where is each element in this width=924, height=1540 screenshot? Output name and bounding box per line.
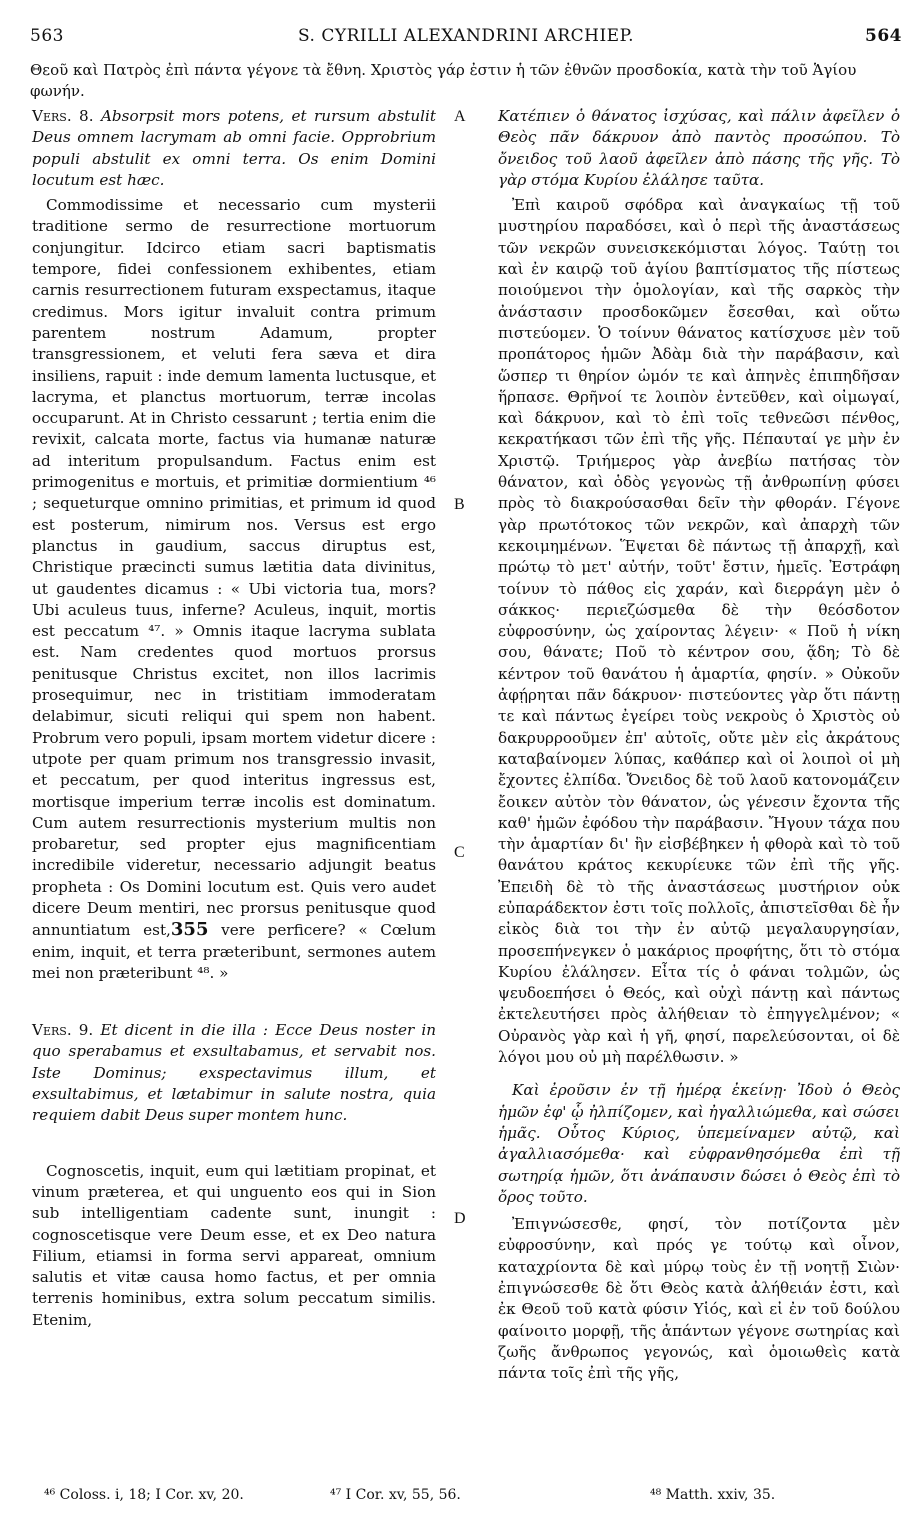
section-marker-b: B xyxy=(454,496,465,513)
section-marker-a: A xyxy=(454,108,466,125)
greek-commentary-2: Ἐπιγνώσεσθε, φησί, τὸν ποτίζοντα μὲν εὐφροσύνην, καὶ πρός γε τούτῳ καὶ οἶνον, καταχρίοντα δὲ καὶ μύρῳ τοὺς ἐν τῇ νοητῇ Σιὼν· ἐπιγνώσεσθε δὲ ὅτι Θεὸς κατὰ ἀλήθειάν ἐστι, καὶ ἐκ Θεοῦ τοῦ κατὰ φύσιν Υἱός, καὶ εἰ ἐν τοῦ δούλου φαίνοιτο μορφῇ, τῆς ἁπάντων γέγονε σωτηρίας καὶ ζωῆς ἄνθρωπος γεγονώς, καὶ ὁμοιωθεὶς κατὰ πάντα τοῖς ἐπὶ τῆς γῆς, xyxy=(498,1215,900,1383)
verse-9-greek: Καὶ ἐροῦσιν ἐν τῇ ἡμέρᾳ ἐκείνῃ· Ἰδοὺ ὁ Θεὸς ἡμῶν ἐφ' ᾧ ἠλπίζομεν, καὶ ἠγαλλιώμεθα, καὶ σώσει ἡμᾶς. Οὗτος Κύριος, ὑπεμείναμεν αὐτῷ, καὶ ἀγαλλιασόμεθα· καὶ εὐφρανθησόμεθα ἐπὶ τῇ σωτηρίᾳ ἡμῶν, ὅτι ἀνάπαυσιν δώσει ὁ Θεὸς ἐπὶ τὸ ὄρος τοῦτο. xyxy=(498,1081,900,1206)
verse-9-label: Vers. 9. xyxy=(32,1021,94,1040)
verse-9-latin xyxy=(32,1020,436,1126)
running-title: S. CYRILLI ALEXANDRINI ARCHIEP. xyxy=(298,26,634,46)
latin-commentary-1-text: Commodissime et necessario cum mysterii traditione sermo de resurrectione mortuorum conjungitur. Idcirco etiam sacri baptismatis tempore, fidei confessionem exhibentes, etiam carnis resurrectionem futuram exspectamus, itaque credimus. Mors igitur invaluit contra primum parentem nostrum Adamum, propter transgressionem, et veluti fera sæva et dira insiliens, rapuit : inde demum lamenta luctusque, et lacryma, et planctus mortuorum, terræ incolas occuparunt. At in Christo cessarunt ; tertia enim die revixit, calcata morte, factus via humanæ naturæ ad interitum propulsandum. Factus enim est primogenitus e mortuis, et primitiæ dormientium ⁴⁶ ; sequeturque omnino primitias, et primum id quod est posterum, nimirum nos. Versus est ergo planctus in gaudium, saccus diruptus est, Christique præcincti sumus lætitia data divinitus, ut gaudentes dicamus : « Ubi victoria tua, mors? Ubi aculeus tuus, inferne? Aculeus, inquit, mortis est peccatum ⁴⁷. » Omnis itaque lacryma sublata est. Nam credentes quod mortuos prorsus penitusque Christus excitet, non illos lacrimis prosequimur, nec in tristitiam immoderatam delabimur, sicuti reliqui qui spem non habent. Probrum vero populi, ipsam mortem videtur dicere : utpote per quam primum nos transgressio invasit, et peccatum, per quod interitus ingressus est, mortisque imperium terræ incolis est dominatum. Cum autem resurrectionis mysterium multis non probaretur, sed propter ejus magnificentiam incredibile videretur, necessario adjungit beatus propheta : Os Domini locutum est. Quis vero audet dicere Deum mentiri, nec prorsus penitusque quod annuntiatum est, xyxy=(32,196,436,940)
section-marker-c: C xyxy=(454,844,465,861)
marginal-number-355: 355 xyxy=(170,919,209,941)
greek-commentary-1: Ἐπὶ καιροῦ σφόδρα καὶ ἀναγκαίως τῇ τοῦ μυστηρίου παραδόσει, καὶ ὁ περὶ τῆς ἀναστάσεως τῶν νεκρῶν συνεισκεκόμισται λόγος. Ταύτῃ τοι καὶ ἐν καιρῷ τοῦ ἁγίου βαπτίσματος τῆς πίστεως ποιούμενοι τὴν ὁμολογίαν, καὶ τῆς σαρκὸς τὴν ἀνάστασιν προσδοκῶμεν ἔσεσθαι, καὶ οὕτω πιστεύομεν. Ὁ τοίνυν θάνατος κατίσχυσε μὲν τοῦ προπάτορος ἡμῶν Ἀδὰμ διὰ τὴν παράβασιν, καὶ ὥσπερ τι θηρίον ὠμόν τε καὶ ἀπηνὲς ἐπιπηδῆσαν ἥρπασε. Θρῆνοί τε λοιπὸν ἐντεῦθεν, καὶ οἰμωγαί, καὶ δάκρυον, καὶ τὸ ἐπὶ τοῖς τεθνεῶσι πένθος, κεκρατήκασι τῶν ἐπὶ τῆς γῆς. Πέπαυταί γε μὴν ἐν Χριστῷ. Τριήμερος γὰρ ἀνεβίω πατήσας τὸν θάνατον, καὶ ὁδὸς γεγονὼς τῇ ἀνθρωπίνῃ φύσει πρὸς τὸ διακρούσασθαι δεῖν τὴν φθοράν. Γέγονε γὰρ πρωτότοκος τῶν νεκρῶν, καὶ ἀπαρχὴ τῶν κεκοιμημένων. Ἕψεται δὲ πάντως τῇ ἀπαρχῇ, καὶ πρώτῳ τὸ μετ' αὐτήν, τοῦτ' ἔστιν, ἡμεῖς. Ἐστράφη τοίνυν τὸ πάθος εἰς χαράν, καὶ διερράγη μὲν ὁ σάκκος· περιεζώσμεθα δὲ τὴν θεόσδοτον εὐφροσύνην, ὡς χαίροντας λέγειν· « Ποῦ ἡ νίκη σου, θάνατε; Ποῦ τὸ κέντρον σου, ᾅδη; Τὸ δὲ κέντρον τοῦ θανάτου ἡ ἁμαρτία, φησίν. » Οὐκοῦν ἀφῄρηται πᾶν δάκρυον· πιστεύοντες γὰρ ὅτι πάντῃ τε καὶ πάντως ἐγείρει τοὺς νεκροὺς ὁ Χριστὸς οὐ δακρυρροοῦμεν ἐπ' αὐτοῖς, οὔτε μὲν εἰς ἀκράτους καταβαίνομεν λύπας, καθάπερ καὶ οἱ λοιποὶ οἱ μὴ ἔχοντες ἐλπίδα. Ὄνειδος δὲ τοῦ λαοῦ κατονομάζειν ἔοικεν αὐτὸν τὸν θάνατον, ὡς γένεσιν ἔχοντα τῆς καθ' ἡμῶν ἐφόδου τὴν παράβασιν. Ἤγουν τάχα που τὴν ἁμαρτίαν δι' ἣν εἰσβέβηκεν ἡ φθορὰ καὶ τὸ τοῦ θανάτου κράτος κεκυρίευκε τῶν ἐπὶ τῆς γῆς. Ἐπειδὴ δὲ τὸ τῆς ἀναστάσεως μυστήριον οὐκ εὐπαράδεκτον ἐστι τοῖς πολλοῖς, ἀπιστεῖσθαι δὲ ἦν εἰκὸς διὰ τοι τὴν ἐν αὐτῷ μεγαλαυργησίαν, προσεπήνεγκεν ὁ μακάριος προφήτης, ὅτι τὸ στόμα Κυρίου ἐλάλησεν. Εἶτα τίς ὁ φάναι τολμῶν, ὡς ψευδοεπήσει ὁ Θεός, καὶ οὐχὶ πάντῃ καὶ πάντως ἐκτελευτήσει πρὸς ἀλήθειαν τὸ ἐπηγγελμένον; « Οὐρανὸς γὰρ καὶ ἡ γῆ, φησί, παρελεύσονται, οἱ δὲ λόγοι μου οὐ μὴ παρέλθωσιν. » xyxy=(498,196,900,1067)
verse-8-greek: Κατέπιεν ὁ θάνατος ἰσχύσας, καὶ πάλιν ἀφεῖλεν ὁ Θεὸς πᾶν δάκρυον ἀπὸ παντὸς προσώπου. Τὸ ὄνειδος τοῦ λαοῦ ἀφεῖλεν ἀπὸ πάσης τῆς γῆς. Τὸ γὰρ στόμα Κυρίου ἐλάλησε ταῦτα. xyxy=(498,107,900,189)
verse-8-latin xyxy=(32,106,436,191)
latin-commentary-2: Cognoscetis, inquit, eum qui lætitiam propinat, et vinum præterea, et qui unguento eos qui in Sion sub intelligentiam cadente sunt, inungit : cognoscetisque vere Deum esse, et ex Deo natura Filium, etiamsi in forma servi appareat, omnium salutis et vitæ causa homo factus, et per omnia terrenis hominibus, extra solum peccatum similis. Etenim, xyxy=(32,1161,436,1329)
latin-commentary-1 xyxy=(32,195,436,984)
footnote-48: ⁴⁸ Matth. xxiv, 35. xyxy=(650,1487,776,1503)
greek-column xyxy=(498,106,900,1389)
footnote-46: ⁴⁶ Coloss. i, 18; I Cor. xv, 20. xyxy=(44,1487,244,1503)
verse-8-label: Vers. 8. xyxy=(32,107,94,125)
verse-9-latin-text: Et dicent in die illa : Ecce Deus noster in quo sperabamus et exsultabamus, et servabit nos. Iste Dominus; exspectavimus illum, et exsultabimus, et lætabimur in salute nostra, quia requiem dabit Deus super montem hunc. xyxy=(32,1021,437,1125)
top-greek-line: Θεοῦ καὶ Πατρὸς ἐπὶ πάντα γέγονε τὰ ἔθνη. Χριστὸς γάρ ἐστιν ἡ τῶν ἐθνῶν προσδοκία, κατὰ τὴν τοῦ Ἁγίου φωνήν. xyxy=(30,61,857,100)
page-number-right: 564 xyxy=(865,26,902,46)
page xyxy=(30,24,902,1514)
running-header xyxy=(30,24,902,48)
page-number-left: 563 xyxy=(30,26,64,46)
latin-commentary-1-end: vere perficere? « Cœlum enim, inquit, et terra præteribunt, sermones autem mei non præteribunt ⁴⁸. » xyxy=(32,921,436,982)
footnote-47: ⁴⁷ I Cor. xv, 55, 56. xyxy=(330,1487,461,1503)
latin-column xyxy=(32,106,436,1335)
verse-8-latin-text: Absorpsit mors potens, et rursum abstulit Deus omnem lacrymam ab omni facie. Opprobrium populi abstulit ex omni terra. Os enim Domini locutum est hæc. xyxy=(32,107,436,189)
section-marker-d: D xyxy=(454,1210,466,1227)
